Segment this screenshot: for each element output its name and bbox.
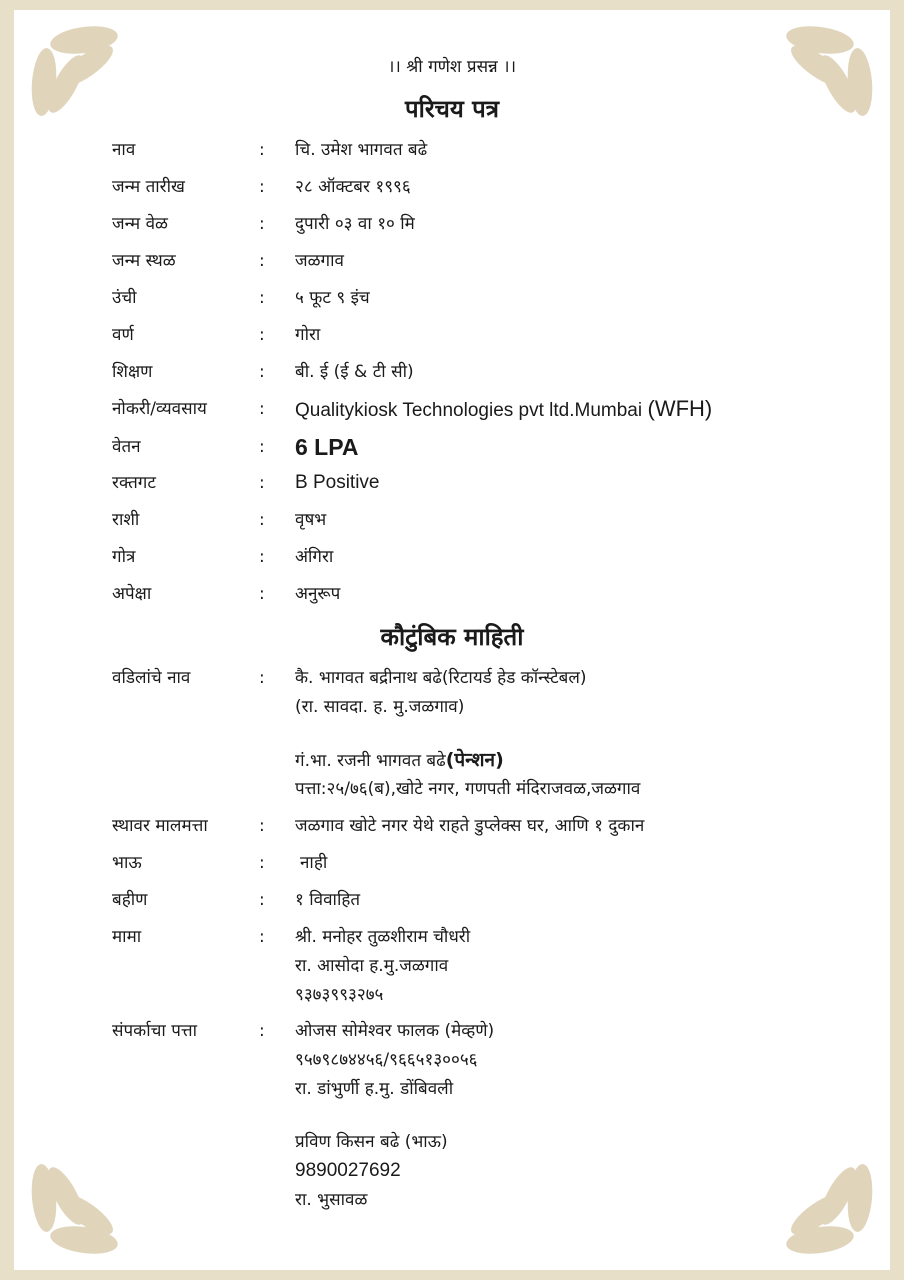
- mother-name: गं.भा. रजनी भागवत बढे: [295, 751, 446, 771]
- field-colon: :: [259, 437, 265, 457]
- contact-residence-2: रा. भुसावळ: [295, 1190, 368, 1210]
- contact-name-2: प्रविण किसन बढे (भाऊ): [295, 1132, 448, 1152]
- field-value: ५ फूट ९ इंच: [295, 288, 370, 308]
- field-value: चि. उमेश भागवत बढे: [295, 140, 428, 160]
- field-colon: :: [259, 140, 265, 160]
- contact-phone-1: ९५७९८७४४५६/९६६५१३००५६: [295, 1050, 478, 1070]
- field-value: [295, 666, 855, 806]
- field-colon: :: [259, 399, 265, 419]
- page-title: परिचय पत्र: [404, 95, 500, 123]
- field-value: [295, 397, 855, 423]
- field-label: रक्तगट: [112, 473, 156, 493]
- field-label: शिक्षण: [112, 362, 153, 382]
- field-colon: :: [259, 1021, 265, 1041]
- field-value: अंगिरा: [295, 547, 334, 567]
- field-value: बी. ई (ई & टी सी): [295, 362, 414, 382]
- field-value: वृषभ: [295, 510, 327, 530]
- field-colon: :: [259, 853, 265, 873]
- field-colon: :: [259, 325, 265, 345]
- father-residence: (रा. सावदा. ह. मु.जळगाव): [295, 697, 465, 717]
- field-value: नाही: [300, 853, 328, 873]
- employer-name: Qualitykiosk Technologies pvt ltd.Mumbai: [295, 400, 643, 421]
- field-colon: :: [259, 547, 265, 567]
- field-value: [295, 1019, 855, 1217]
- field-colon: :: [259, 510, 265, 530]
- field-colon: :: [259, 668, 265, 688]
- field-label: वेतन: [112, 437, 141, 457]
- field-label: बहीण: [112, 890, 148, 910]
- field-label: अपेक्षा: [112, 584, 152, 604]
- contact-residence-1: रा. डांभुर्णी ह.मु. डोंबिवली: [295, 1079, 454, 1099]
- field-value: १ विवाहित: [295, 890, 361, 910]
- field-colon: :: [259, 288, 265, 308]
- field-value: [295, 925, 855, 1012]
- field-colon: :: [259, 890, 265, 910]
- field-label: जन्म स्थळ: [112, 251, 176, 271]
- field-label: नाव: [112, 140, 136, 160]
- mother-note: (पेन्शन): [445, 749, 504, 771]
- field-label: भाऊ: [112, 853, 142, 873]
- field-label: स्थावर मालमत्ता: [112, 816, 208, 836]
- field-value: [295, 435, 855, 462]
- blessing-line: ।। श्री गणेश प्रसन्न ।।: [387, 57, 517, 77]
- field-label: नोकरी/व्यवसाय: [112, 399, 207, 419]
- biodata-page: [14, 10, 890, 1270]
- field-value: २८ ऑक्टबर १९९६: [295, 177, 411, 197]
- contact-phone-2: 9890027692: [295, 1160, 401, 1181]
- field-value: दुपारी ०३ वा १० मि: [295, 214, 415, 234]
- field-colon: :: [259, 177, 265, 197]
- contact-name-1: ओजस सोमेश्वर फालक (मेव्हणे): [295, 1021, 495, 1041]
- work-mode-note: (WFH): [647, 396, 713, 421]
- blood-group-value: B Positive: [295, 472, 380, 493]
- field-colon: :: [259, 927, 265, 947]
- field-value: जळगाव: [295, 251, 344, 271]
- petal-corner-icon: [24, 1152, 134, 1262]
- field-colon: :: [259, 473, 265, 493]
- field-label: जन्म तारीख: [112, 177, 185, 197]
- field-colon: :: [259, 214, 265, 234]
- field-label: राशी: [112, 510, 140, 530]
- field-colon: :: [259, 251, 265, 271]
- field-value: अनुरूप: [295, 584, 341, 604]
- father-name: कै. भागवत बद्रीनाथ बढे(रिटायर्ड हेड कॉन्स्टेबल): [295, 668, 587, 688]
- field-value: जळगाव खोटे नगर येथे राहते डुप्लेक्स घर, आणि १ दुकान: [295, 816, 645, 836]
- home-address: पत्ता:२५/७६(ब),खोटे नगर, गणपती मंदिराजवळ,जळगाव: [295, 779, 641, 799]
- field-label: वडिलांचे नाव: [112, 668, 191, 688]
- field-value: गोरा: [295, 325, 321, 345]
- salary-value: 6 LPA: [295, 434, 359, 460]
- family-section-title: कौटुंबिक माहिती: [380, 623, 524, 651]
- field-colon: :: [259, 362, 265, 382]
- field-label: गोत्र: [112, 547, 136, 567]
- field-label: संपर्काचा पत्ता: [112, 1021, 198, 1041]
- field-label: मामा: [112, 927, 142, 947]
- uncle-residence: रा. आसोदा ह.मु.जळगाव: [295, 956, 449, 976]
- mother-name-line: [295, 748, 855, 777]
- uncle-name: श्री. मनोहर तुळशीराम चौधरी: [295, 927, 471, 947]
- field-colon: :: [259, 584, 265, 604]
- field-label: उंची: [112, 288, 137, 308]
- field-label: वर्ण: [112, 325, 134, 345]
- field-value: [295, 471, 855, 495]
- field-colon: :: [259, 816, 265, 836]
- uncle-phone: ९३७३९९३२७५: [295, 985, 384, 1005]
- field-label: जन्म वेळ: [112, 214, 168, 234]
